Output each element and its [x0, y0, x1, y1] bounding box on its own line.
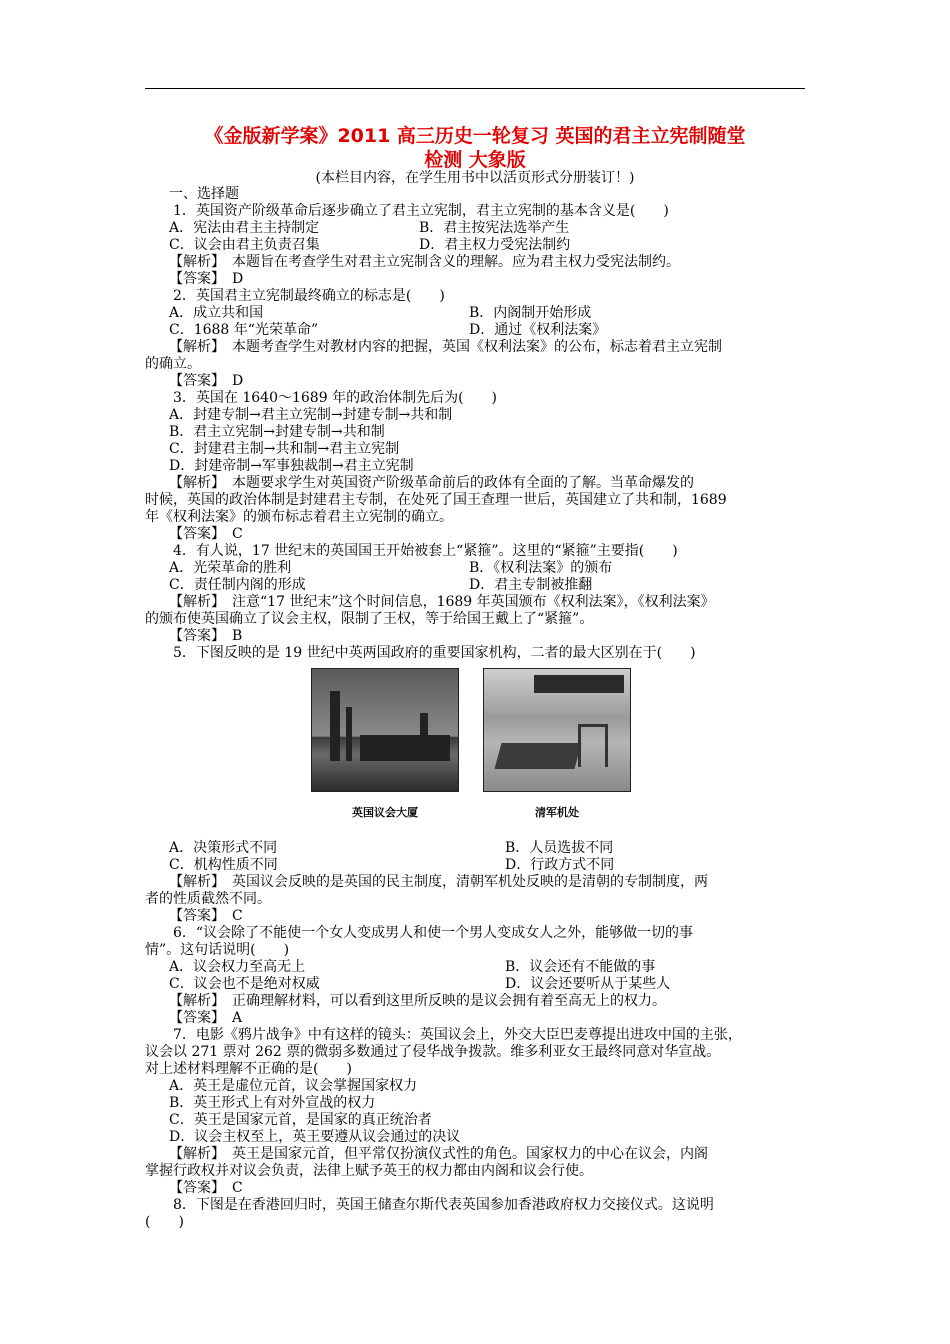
q3-stem: 3．英国在 1640～1689 年的政治体制先后为( ) — [173, 390, 497, 406]
q1-option-c: C．议会由君主负责召集 — [169, 237, 320, 253]
page-subtitle: (本栏目内容，在学生用书中以活页形式分册装订！) — [315, 170, 635, 186]
q1-option-a: A．宪法由君主主持制定 — [169, 220, 320, 236]
q5-stem: 5．下图反映的是 19 世纪中英两国政府的重要国家机构，二者的最大区别在于( ) — [173, 645, 696, 661]
q2-answer: 【答案】 D — [169, 373, 244, 389]
q1-options-ab — [145, 220, 805, 237]
grand-council-photo — [483, 668, 631, 792]
q3-analysis: 【解析】 本题要求学生对英国资产阶级革命前后的政体有全面的了解。当革命爆发的 — [169, 475, 694, 491]
q3-option-d: D．封建帝制→军事独裁制→君主立宪制 — [169, 458, 414, 474]
q4-option-a: A．光荣革命的胜利 — [169, 560, 292, 576]
q5-option-a: A．决策形式不同 — [169, 840, 278, 856]
q3-analysis-cont1: 时候，英国的政治体制是封建君主专制，在处死了国王查理一世后，英国建立了共和制，1689 — [145, 492, 727, 508]
figure-right — [483, 668, 631, 836]
q7-option-d: D．议会主权至上，英王要遵从议会通过的决议 — [169, 1129, 461, 1145]
figure-left — [311, 668, 459, 836]
q8-stem: 8．下图是在香港回归时，英国王储查尔斯代表英国参加香港政府权力交接仪式。这说明 — [173, 1197, 714, 1213]
q3-answer: 【答案】 C — [169, 526, 243, 542]
page-title-line1: 《金版新学案》2011 高三历史一轮复习 英国的君主立宪制随堂 — [204, 125, 746, 147]
q1-analysis: 【解析】 本题旨在考查学生对君主立宪制含义的理解。应为君主权力受宪法制约。 — [169, 254, 680, 270]
q5-answer: 【答案】 C — [169, 908, 243, 924]
header-rule — [145, 88, 805, 89]
q2-analysis-cont: 的确立。 — [145, 356, 201, 372]
q6-option-d: D．议会还要听从于某些人 — [505, 976, 671, 992]
q5-options-ab — [145, 840, 805, 857]
q6-option-c: C．议会也不是绝对权威 — [169, 976, 320, 992]
q7-stem: 7．电影《鸦片战争》中有这样的镜头：英国议会上，外交大臣巴麦尊提出进攻中国的主张， — [173, 1027, 742, 1043]
q1-options-cd — [145, 237, 805, 254]
q7-answer: 【答案】 C — [169, 1180, 243, 1196]
q4-option-d: D．君主专制被推翻 — [469, 577, 593, 593]
parliament-photo — [311, 668, 459, 792]
q4-option-c: C．责任制内阁的形成 — [169, 577, 306, 593]
q5-figure — [145, 668, 805, 836]
q4-options-ab — [145, 560, 805, 577]
q3-option-a: A．封建专制→君主立宪制→封建专制→共和制 — [169, 407, 453, 423]
q6-stem-cont: 情”。这句话说明( ) — [145, 942, 290, 958]
q7-option-b: B．英王形式上有对外宣战的权力 — [169, 1095, 376, 1111]
q4-stem: 4．有人说，17 世纪末的英国国王开始被套上“紧箍”。这里的“紧箍”主要指( ) — [173, 543, 678, 559]
q2-option-b: B．内阁制开始形成 — [469, 305, 592, 321]
q5-options-cd — [145, 857, 805, 874]
q4-options-cd — [145, 577, 805, 594]
q1-stem: 1．英国资产阶级革命后逐步确立了君主立宪制，君主立宪制的基本含义是( ) — [173, 203, 669, 219]
section-heading: 一、选择题 — [169, 186, 239, 202]
q6-options-ab — [145, 959, 805, 976]
q5-analysis: 【解析】 英国议会反映的是英国的民主制度，清朝军机处反映的是清朝的专制制度，两 — [169, 874, 708, 890]
q6-options-cd — [145, 976, 805, 993]
q1-option-b: B．君主按宪法选举产生 — [419, 220, 570, 236]
q5-option-b: B．人员选拔不同 — [505, 840, 614, 856]
q7-analysis: 【解析】 英王是国家元首，但平常仅扮演仪式性的角色。国家权力的中心在议会，内阁 — [169, 1146, 708, 1162]
q4-analysis-cont: 的颁布使英国确立了议会主权，限制了王权，等于给国王戴上了“紧箍”。 — [145, 611, 594, 627]
q2-stem: 2．英国君主立宪制最终确立的标志是( ) — [173, 288, 445, 304]
q8-stem-cont: ( ) — [145, 1214, 184, 1230]
q7-stem-cont2: 对上述材料理解不正确的是( ) — [145, 1061, 352, 1077]
q7-stem-cont1: 议会以 271 票对 262 票的微弱多数通过了侵华战争拨款。维多利亚女王最终同意对华宣战。 — [145, 1044, 721, 1060]
q6-stem: 6．“议会除了不能使一个女人变成男人和使一个男人变成女人之外，能够做一切的事 — [173, 925, 694, 941]
caption-grand-council: 清军机处 — [535, 806, 579, 819]
q5-option-c: C．机构性质不同 — [169, 857, 278, 873]
caption-parliament: 英国议会大厦 — [352, 806, 418, 819]
q6-option-a: A．议会权力至高无上 — [169, 959, 306, 975]
page-title-line2: 检测 大象版 — [424, 149, 526, 171]
q5-analysis-cont: 者的性质截然不同。 — [145, 891, 271, 907]
q3-analysis-cont2: 年《权利法案》的颁布标志着君主立宪制的确立。 — [145, 509, 453, 525]
q6-analysis: 【解析】 正确理解材料，可以看到这里所反映的是议会拥有着至高无上的权力。 — [169, 993, 666, 1009]
q2-option-d: D．通过《权利法案》 — [469, 322, 607, 338]
q3-option-b: B．君主立宪制→封建专制→共和制 — [169, 424, 385, 440]
q2-options-ab — [145, 305, 805, 322]
q4-option-b: B．《权利法案》的颁布 — [469, 560, 613, 576]
q3-option-c: C．封建君主制→共和制→君主立宪制 — [169, 441, 400, 457]
q7-option-c: C．英王是国家元首，是国家的真正统治者 — [169, 1112, 432, 1128]
q2-option-a: A．成立共和国 — [169, 305, 264, 321]
q2-option-c: C．1688 年“光荣革命” — [169, 322, 319, 338]
q1-answer: 【答案】 D — [169, 271, 244, 287]
q5-option-d: D．行政方式不同 — [505, 857, 615, 873]
q6-answer: 【答案】 A — [169, 1010, 243, 1026]
document-body — [145, 186, 805, 1231]
q6-option-b: B．议会还有不能做的事 — [505, 959, 656, 975]
q2-options-cd — [145, 322, 805, 339]
q7-option-a: A．英王是虚位元首，议会掌握国家权力 — [169, 1078, 418, 1094]
q2-analysis: 【解析】 本题考查学生对教材内容的把握，英国《权利法案》的公布，标志着君主立宪制 — [169, 339, 722, 355]
q1-option-d: D．君主权力受宪法制约 — [419, 237, 571, 253]
q4-analysis: 【解析】 注意“17 世纪末”这个时间信息，1689 年英国颁布《权利法案》，《权利法案》 — [169, 594, 715, 610]
q4-answer: 【答案】 B — [169, 628, 243, 644]
q7-analysis-cont: 掌握行政权并对议会负责，法律上赋予英王的权力都由内阁和议会行使。 — [145, 1163, 593, 1179]
